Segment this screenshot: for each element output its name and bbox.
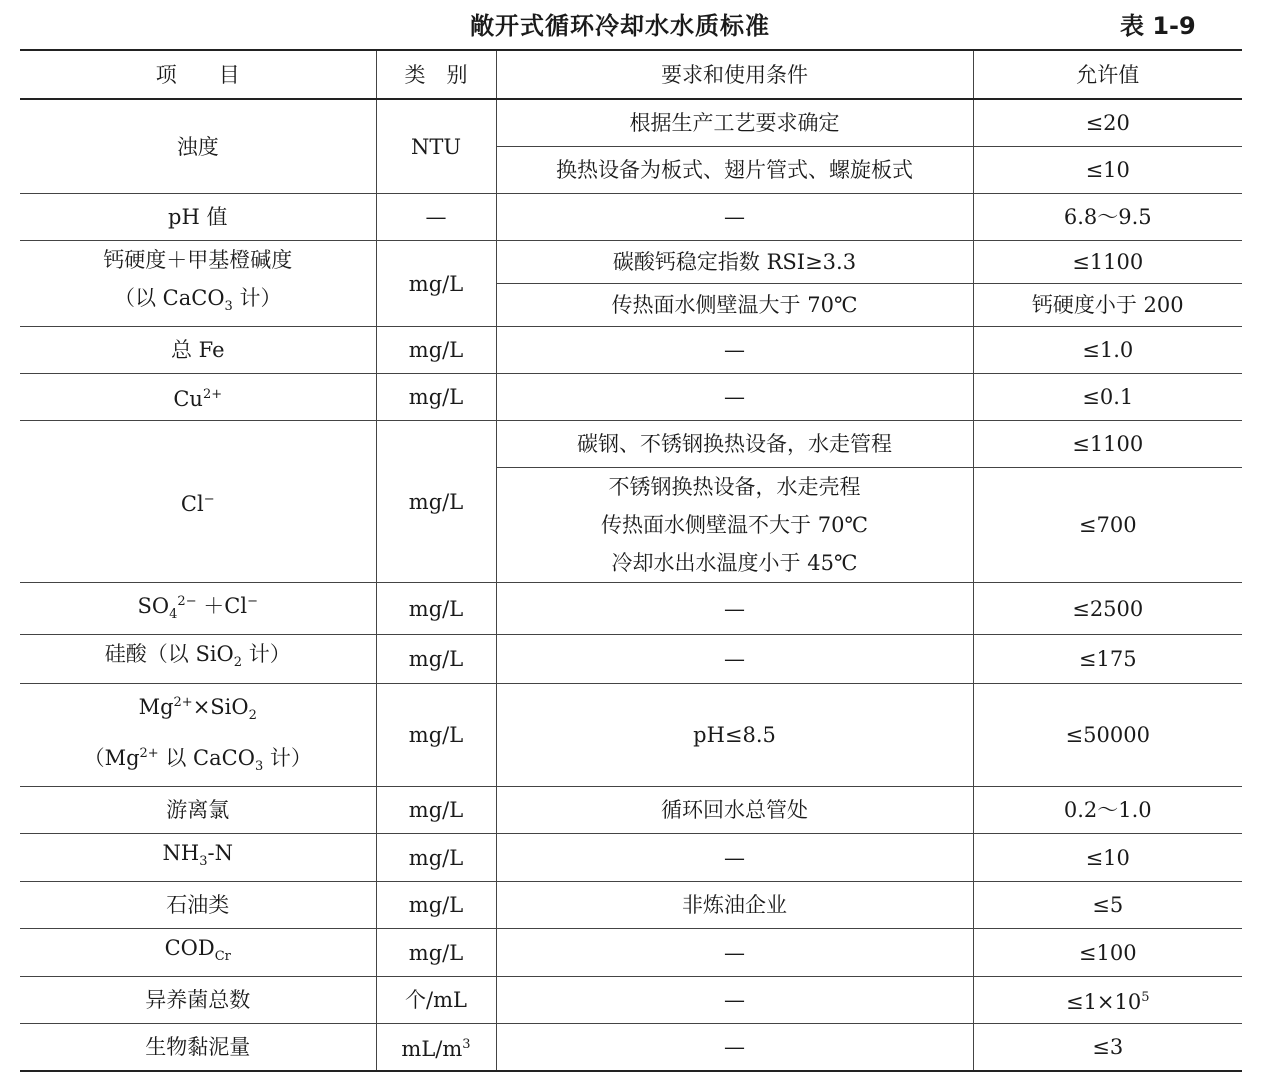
value-cell: ≤50000 [973, 683, 1242, 786]
item-cell: 总 Fe [20, 327, 376, 374]
item-cell: Cl− [20, 421, 376, 583]
table-row [20, 421, 1242, 468]
header-category: 类 别 [376, 50, 496, 99]
item-cell: 异养菌总数 [20, 977, 376, 1024]
condition-cell: — [496, 977, 973, 1024]
condition-cell: 传热面水侧壁温大于 70℃ [496, 284, 973, 327]
condition-cell: 碳酸钙稳定指数 RSI≥3.3 [496, 241, 973, 284]
unit-cell: mg/L [376, 683, 496, 786]
table-caption [0, 4, 1269, 44]
value-cell: ≤3 [973, 1024, 1242, 1072]
header-item: 项 目 [20, 50, 376, 99]
water-quality-table [20, 49, 1242, 1072]
table-row [20, 194, 1242, 241]
table-row [20, 99, 1242, 147]
item-cell: $Cu^{2+}$ [20, 374, 376, 421]
item-cell: 石油类 [20, 882, 376, 929]
header-row [20, 50, 1242, 99]
condition-cell: — [496, 374, 973, 421]
item-cell [20, 683, 376, 786]
value-cell: ≤0.1 [973, 374, 1242, 421]
unit-cell: mg/L [376, 583, 496, 635]
value-cell: 6.8～9.5 [973, 194, 1242, 241]
condition-cell: 循环回水总管处 [496, 786, 973, 833]
value-cell: ≤20 [973, 99, 1242, 147]
item-line: 钙硬度＋甲基橙碱度 [103, 248, 293, 272]
condition-cell: pH≤8.5 [496, 683, 973, 786]
value-cell: $\le 1\times 10^5$ [973, 977, 1242, 1024]
unit-cell: mg/L [376, 374, 496, 421]
table-row [20, 374, 1242, 421]
condition-line: 不锈钢换热设备，水走壳程 [608, 475, 861, 500]
value-cell: ≤700 [973, 468, 1242, 583]
unit-cell: mg/L [376, 929, 496, 977]
condition-cell: 换热设备为板式、翅片管式、螺旋板式 [496, 147, 973, 194]
table-row [20, 929, 1242, 977]
item-cell: $COD_{Cr}$ [20, 929, 376, 977]
condition-cell: — [496, 833, 973, 881]
table-row [20, 327, 1242, 374]
table-row [20, 882, 1242, 929]
condition-cell: 碳钢、不锈钢换热设备，水走管程 [496, 421, 973, 468]
item-line: $Mg^{2+}\times SiO_2$ [138, 694, 257, 723]
header-value: 允许值 [973, 50, 1242, 99]
unit-cell: mg/L [376, 421, 496, 583]
item-cell: pH 值 [20, 194, 376, 241]
unit-cell: — [376, 194, 496, 241]
condition-cell: — [496, 583, 973, 635]
unit-cell: NTU [376, 99, 496, 194]
item-cell [20, 241, 376, 327]
item-line: （以 CaCO$_3$ 计） [113, 286, 282, 315]
value-cell: ≤100 [973, 929, 1242, 977]
unit-cell: mg/L [376, 635, 496, 683]
value-cell: ≤10 [973, 147, 1242, 194]
unit-cell: mg/L [376, 882, 496, 929]
value-cell: ≤1100 [973, 421, 1242, 468]
unit-cell: mg/L [376, 241, 496, 327]
condition-cell: — [496, 635, 973, 683]
item-cell: 浊度 [20, 99, 376, 194]
table-row [20, 241, 1242, 284]
unit-cell: 个/mL [376, 977, 496, 1024]
value-cell: 0.2～1.0 [973, 786, 1242, 833]
unit-cell: mg/L [376, 833, 496, 881]
value-cell: ≤2500 [973, 583, 1242, 635]
table-row [20, 583, 1242, 635]
table-row [20, 683, 1242, 786]
condition-cell: — [496, 327, 973, 374]
value-cell: ≤175 [973, 635, 1242, 683]
condition-line: 传热面水侧壁温不大于 70℃ [601, 513, 868, 538]
value-cell: ≤1.0 [973, 327, 1242, 374]
table-number: 表 1-9 [1120, 12, 1196, 40]
condition-cell: 根据生产工艺要求确定 [496, 99, 973, 147]
item-cell: $NH_3-N$ [20, 833, 376, 881]
condition-cell [496, 468, 973, 583]
table-row [20, 786, 1242, 833]
table-row [20, 833, 1242, 881]
value-cell: 钙硬度小于 200 [973, 284, 1242, 327]
table-row [20, 977, 1242, 1024]
item-cell: 生物黏泥量 [20, 1024, 376, 1072]
condition-cell: — [496, 194, 973, 241]
header-condition: 要求和使用条件 [496, 50, 973, 99]
item-cell: $SO_4^{2-} +Cl^-$ [20, 583, 376, 635]
condition-cell: 非炼油企业 [496, 882, 973, 929]
table-title: 敞开式循环冷却水水质标准 [470, 12, 770, 40]
value-cell: ≤5 [973, 882, 1242, 929]
value-cell: ≤1100 [973, 241, 1242, 284]
unit-cell: mg/L [376, 327, 496, 374]
item-cell: 游离氯 [20, 786, 376, 833]
item-cell: 硅酸（以 SiO$_2$ 计） [20, 635, 376, 683]
table-row [20, 1024, 1242, 1072]
unit-cell: mg/L [376, 786, 496, 833]
item-line: （$Mg^{2+}$ 以 CaCO$_3$ 计） [83, 745, 312, 774]
condition-cell: — [496, 1024, 973, 1072]
table-row [20, 635, 1242, 683]
condition-line: 冷却水出水温度小于 45℃ [611, 551, 858, 576]
value-cell: ≤10 [973, 833, 1242, 881]
unit-cell: $mL/m^3$ [376, 1024, 496, 1072]
condition-cell: — [496, 929, 973, 977]
